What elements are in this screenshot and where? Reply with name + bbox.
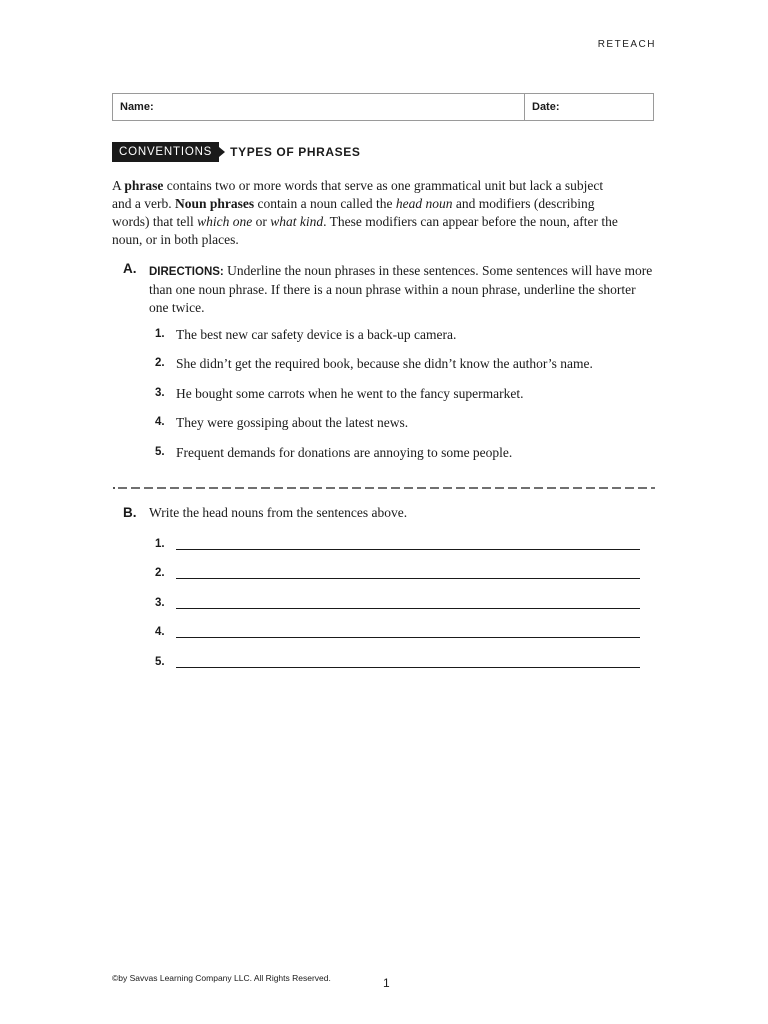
item-number: 4.	[155, 416, 165, 428]
answer-row	[155, 653, 640, 668]
answer-number: 2.	[155, 567, 165, 579]
part-a-directions: DIRECTIONS: Underline the noun phrases in these sentences. Some sentences will have more than one noun phrase. If there is a noun phrase within a noun phrase, underline the shorter one twice.	[149, 263, 653, 315]
reteach-label: RETEACH	[597, 39, 656, 50]
sentence-item	[155, 445, 512, 461]
sentence-item	[155, 356, 593, 372]
directions-label: DIRECTIONS:	[149, 266, 224, 278]
item-number: 2.	[155, 357, 165, 369]
dashed-divider	[112, 480, 655, 492]
term-head-noun: head noun	[395, 196, 453, 211]
date-field[interactable]	[525, 94, 653, 120]
part-a-letter: A.	[123, 261, 137, 276]
item-number: 1.	[155, 328, 165, 340]
answer-number: 4.	[155, 626, 165, 638]
copyright-notice: ©by Savvas Learning Company LLC. All Rights Reserved.	[112, 973, 331, 983]
name-date-box	[112, 93, 654, 121]
part-b-letter: B.	[123, 505, 137, 520]
sentence-item	[155, 415, 408, 431]
term-which-one: which one	[197, 214, 253, 229]
item-text[interactable]: Frequent demands for donations are annoying to some people.	[176, 445, 513, 460]
term-phrase: phrase	[124, 178, 164, 193]
answer-line[interactable]	[176, 564, 640, 579]
answer-row	[155, 535, 640, 550]
answer-number: 5.	[155, 656, 165, 668]
answer-row	[155, 623, 640, 638]
item-number: 5.	[155, 446, 165, 458]
page-number: 1	[383, 976, 390, 990]
answer-line[interactable]	[176, 653, 640, 668]
section-heading	[112, 142, 360, 162]
name-field[interactable]	[113, 94, 525, 120]
sentence-item	[155, 327, 456, 343]
answer-number: 3.	[155, 597, 165, 609]
item-text[interactable]: They were gossiping about the latest news.	[176, 415, 409, 430]
section-title: TYPES OF PHRASES	[230, 145, 361, 159]
sentence-item	[155, 386, 524, 402]
item-text[interactable]: He bought some carrots when he went to the fancy supermarket.	[176, 386, 524, 401]
date-label: Date:	[532, 101, 560, 113]
intro-paragraph: A phrase contains two or more words that serve as one grammatical unit but lack a subject and a verb. Noun phrases contain a noun called the head noun and modifiers (describing words) that tell which one or what kind. These modifiers can appear before the noun, after the noun, or in both places.	[112, 178, 618, 247]
item-text[interactable]: The best new car safety device is a back-up camera.	[176, 327, 457, 342]
part-b-instruction: Write the head nouns from the sentences above.	[149, 505, 408, 520]
conventions-tag: CONVENTIONS	[112, 142, 219, 162]
item-number: 3.	[155, 387, 165, 399]
answer-row	[155, 564, 640, 579]
answer-number: 1.	[155, 538, 165, 550]
item-text[interactable]: She didn’t get the required book, because she didn’t know the author’s name.	[176, 356, 593, 371]
term-what-kind: what kind	[270, 214, 324, 229]
answer-row	[155, 594, 640, 609]
answer-line[interactable]	[176, 594, 640, 609]
name-label: Name:	[120, 101, 154, 113]
term-noun-phrases: Noun phrases	[174, 196, 255, 211]
answer-line[interactable]	[176, 535, 640, 550]
answer-line[interactable]	[176, 623, 640, 638]
